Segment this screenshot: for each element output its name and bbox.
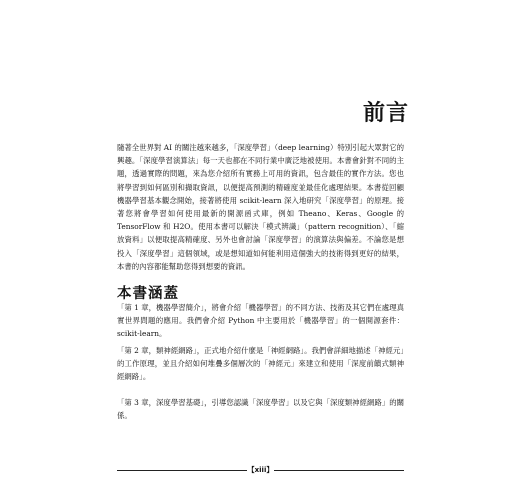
footer-rule-left <box>117 470 247 471</box>
page-title: 前言 <box>362 101 409 126</box>
chapter-3-summary: 「第 3 章，深度學習基礎」，引導您認識「深度學習」以及它與「深度類神經網路」的關係。 <box>117 398 404 421</box>
footer-rule-right <box>274 470 404 471</box>
page-number: 【xiii】 <box>247 466 274 474</box>
section-heading: 本書涵蓋 <box>117 286 179 302</box>
page-footer <box>117 464 404 476</box>
chapter-1-summary: 「第 1 章，機器學習簡介」，將會介紹「機器學習」的不同方法、技術及其它們在處理真實世界問題的應用。我們會介紹 Python 中主要用於「機器學習」的一個開源套件：scikit-learn。 <box>117 303 404 339</box>
chapter-2-summary: 「第 2 章，類神經網路」，正式地介紹什麼是「神經網路」。我們會詳細地描述「神經元」的工作原理，並且介紹如何堆疊多個層次的「神經元」來建立和使用「深度前饋式類神經網路」。 <box>117 346 404 382</box>
intro-paragraph: 隨著全世界對 AI 的關注越來越多，「深度學習」（deep learning）特別引起大眾對它的興趣。「深度學習演算法」每一天也都在不同行業中廣泛地被使用。本書會針對不同的主題，透過實際的問題，來為您介紹所有實務上可用的資訊，包含最佳的實作方法。您也將學習到如何區別和擷取資訊，以便提高預測的精確度並最佳化處理結果。本書從回顧機器學習基本觀念開始，接著將使用 scikit-learn 深入地研究「深度學習」的原理。接著您將會學習如何使用最新的開源函式庫，例如 Theano、Keras、Google 的 TensorFlow 和 H2O。使用本書可以解決「模式辨識」（pattern recognition）、「縮放資料」以便取提高精確度、另外也會討論「深度學習」的演算法與偏差。不論您是想投入「深度學習」這個領域，或是想知道如何能利用這個強大的技術得到更好的結果，本書的內容都能幫助您得到想要的資訊。 <box>117 143 404 271</box>
